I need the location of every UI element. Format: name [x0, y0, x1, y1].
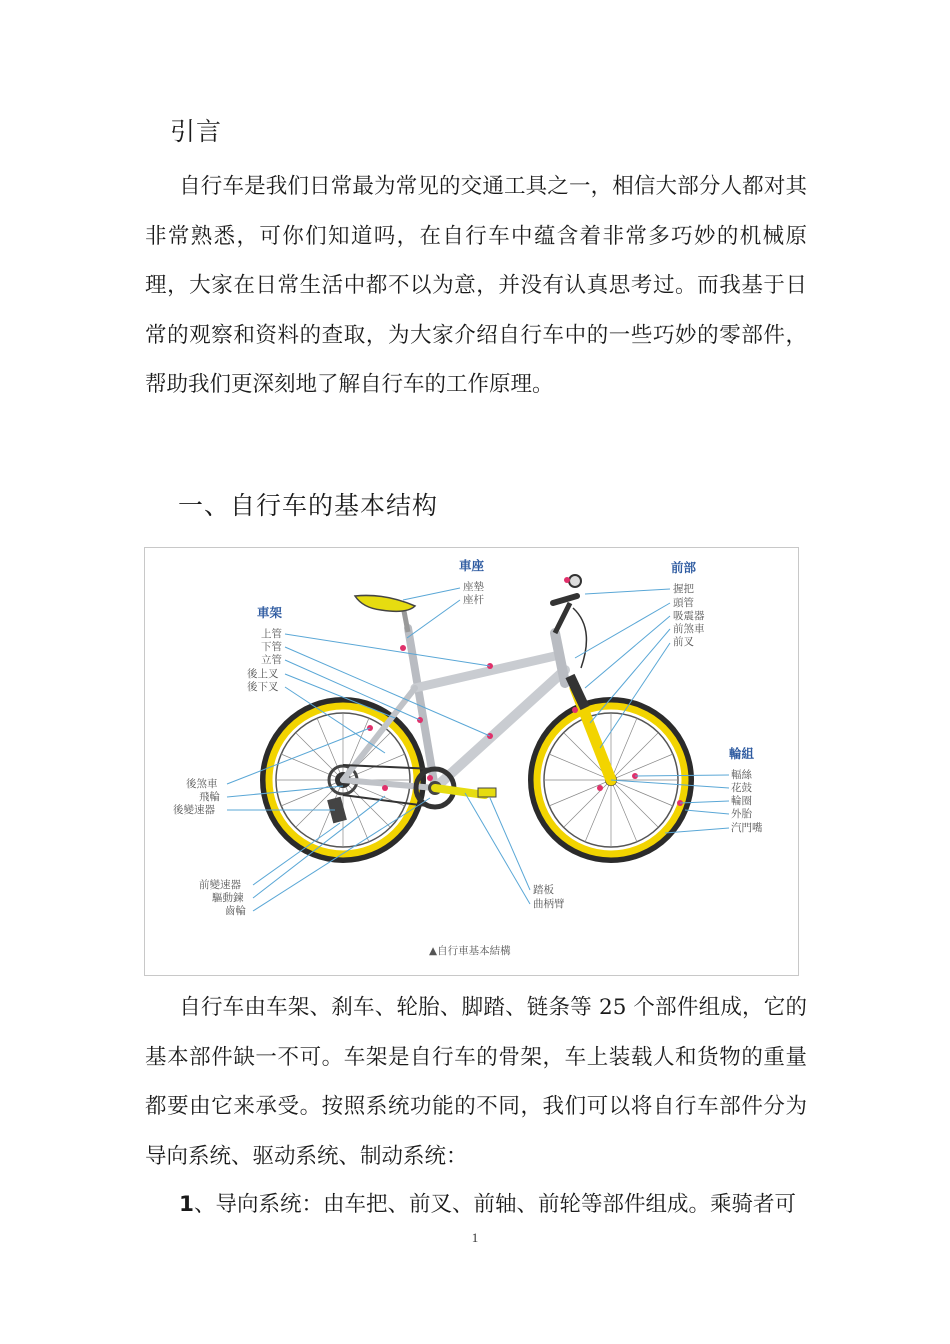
- label-front-title: 前部: [671, 560, 697, 575]
- label-seat-cushion: 座墊: [463, 581, 484, 593]
- label-crank-arm: 曲柄臂: [533, 898, 565, 910]
- label-frame-title: 車架: [257, 605, 283, 620]
- label-wheel-valve: 汽門嘴: [731, 822, 763, 834]
- label-wheel-rim: 輪圈: [731, 795, 752, 807]
- label-frame-seatstay: 後上叉: [247, 668, 279, 680]
- label-front-brake: 前煞車: [673, 623, 705, 635]
- label-frame-toptube: 上管: [261, 628, 282, 640]
- list-item-text: 、导向系统：由车把、前叉、前轴、前轮等部件组成。乘骑者可: [193, 1192, 796, 1217]
- label-seat-post: 座杆: [463, 594, 484, 606]
- label-chainring: 齒輪: [225, 905, 246, 917]
- label-chain: 驅動鍊: [212, 892, 244, 904]
- label-front-headtube: 頭管: [673, 597, 694, 609]
- label-wheel-hub: 花鼓: [731, 782, 752, 794]
- label-rear-derailleur: 後變速器: [173, 804, 215, 816]
- label-frame-chainstay: 後下叉: [247, 681, 279, 693]
- section-heading-basic-structure: 一、自行车的基本结构: [178, 491, 439, 520]
- label-frame-downtube: 下管: [261, 641, 282, 653]
- label-pedal: 踏板: [533, 884, 554, 896]
- label-wheel-title: 輪組: [729, 746, 755, 761]
- label-wheel-spoke: 輻絲: [731, 769, 752, 781]
- seat: [355, 595, 415, 632]
- bicycle-diagram: [145, 548, 798, 975]
- list-item-steering-system: [145, 1180, 807, 1230]
- label-front-shock: 吸震器: [673, 610, 705, 622]
- label-rear-brake: 後煞車: [186, 778, 218, 790]
- structure-paragraph: [145, 983, 807, 1181]
- label-front-grip: 握把: [673, 583, 694, 595]
- label-front-derailleur: 前變速器: [199, 879, 241, 891]
- intro-heading: 引言: [170, 117, 223, 146]
- label-frame-seattube: 立管: [261, 654, 282, 666]
- label-wheel-tire: 外胎: [731, 808, 752, 820]
- structure-paragraph-text: 自行车由车架、刹车、轮胎、脚踏、链条等 25 个部件组成，它的基本部件缺一不可。车架是自行车的骨架，车上装载人和货物的重量都要由它来承受。按照系统功能的不同，我们可以将自行车部件分为导向系统、驱动系统、制动系统：: [145, 995, 807, 1169]
- label-front-fork: 前叉: [673, 636, 694, 648]
- label-freewheel: 飛輪: [199, 791, 220, 803]
- bicycle-structure-figure: [144, 547, 799, 976]
- intro-paragraph-text: 自行车是我们日常最为常见的交通工具之一，相信大部分人都对其非常熟悉，可你们知道吗，在自行车中蕴含着非常多巧妙的机械原理，大家在日常生活中都不以为意，并没有认真思考过。而我基于日常的观察和资料的查取，为大家介绍自行车中的一些巧妙的零部件，帮助我们更深刻地了解自行车的工作原理。: [145, 174, 807, 398]
- front-fork: [570, 676, 611, 780]
- label-seat-title: 車座: [459, 558, 485, 573]
- page-number: 1: [471, 1230, 479, 1245]
- figure-caption: ▲自行車基本結構: [429, 945, 511, 957]
- intro-paragraph: [145, 162, 807, 410]
- list-item-number: 1: [179, 1192, 194, 1217]
